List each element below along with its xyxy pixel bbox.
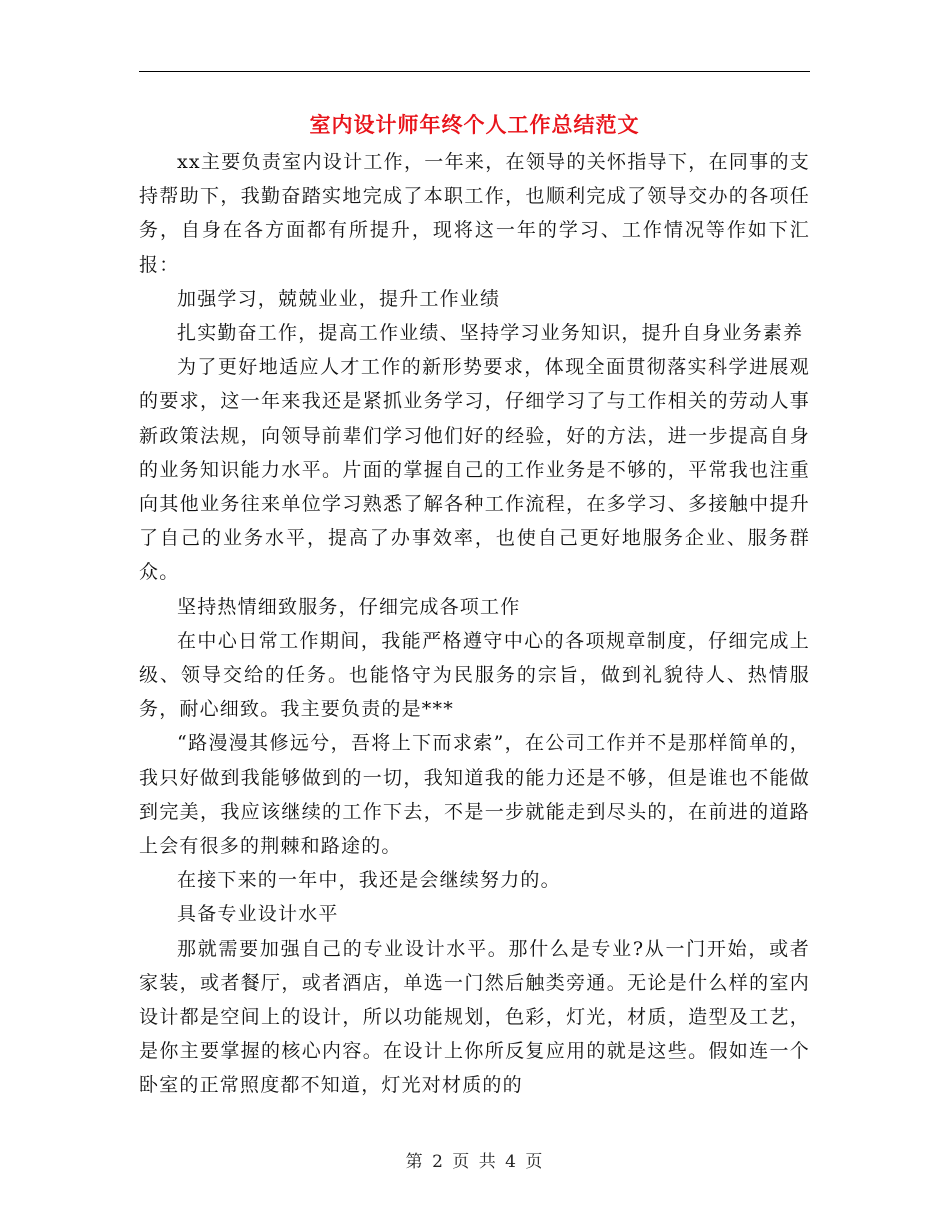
- paragraph-quote: “路漫漫其修远兮，吾将上下而求索”，在公司工作并不是那样简单的，我只好做到我能够做到的一切，我知道我的能力还是不够，但是谁也不能做到完美，我应该继续的工作下去，不是一步就能走到尽头的，在前进的道路上会有很多的荆棘和路途的。: [139, 732, 810, 858]
- header-rule: [139, 71, 810, 72]
- subheading-diligent-work: 扎实勤奋工作，提高工作业绩、坚持学习业务知识，提升自身业务素养: [177, 322, 804, 345]
- section-heading-design-skill: 具备专业设计水平: [177, 903, 339, 926]
- document-body: [139, 145, 810, 1103]
- paragraph-service: 在中心日常工作期间，我能严格遵守中心的各项规章制度，仔细完成上级、领导交给的任务。也能恪守为民服务的宗旨，做到礼貌待人、热情服务，耐心细致。我主要负责的是***: [139, 629, 810, 721]
- paragraph-intro: xx主要负责室内设计工作，一年来，在领导的关怀指导下，在同事的支持帮助下，我勤奋踏实地完成了本职工作，也顺利完成了领导交办的各项任务，自身在各方面都有所提升，现将这一年的学习、工作情况等作如下汇报：: [139, 151, 810, 276]
- page-footer: 第 2 页 共 4 页: [405, 1152, 545, 1172]
- section-heading-learning: 加强学习，兢兢业业，提升工作业绩: [177, 287, 501, 310]
- paragraph-learning: 为了更好地适应人才工作的新形势要求，体现全面贯彻落实科学进展观的要求，这一年来我还是紧抓业务学习，仔细学习了与工作相关的劳动人事新政策法规，向领导前辈们学习他们好的经验，好的方法，进一步提高自身的业务知识能力水平。片面的掌握自己的工作业务是不够的，平常我也注重向其他业务往来单位学习熟悉了解各种工作流程，在多学习、多接触中提升了自己的业务水平，提高了办事效率，也使自己更好地服务企业、服务群众。: [139, 356, 810, 584]
- document-title: 室内设计师年终个人工作总结范文: [309, 113, 640, 137]
- section-heading-service: 坚持热情细致服务，仔细完成各项工作: [177, 595, 521, 618]
- paragraph-next-year: 在接下来的一年中，我还是会继续努力的。: [177, 869, 561, 892]
- paragraph-design-skill: 那就需要加强自己的专业设计水平。那什么是专业?从一门开始，或者家装，或者餐厅，或者酒店，单选一门然后触类旁通。无论是什么样的室内设计都是空间上的设计，所以功能规划，色彩，灯光，材质，造型及工艺，是你主要掌握的核心内容。在设计上你所反复应用的就是这些。假如连一个卧室的正常照度都不知道，灯光对材质的的: [139, 937, 810, 1097]
